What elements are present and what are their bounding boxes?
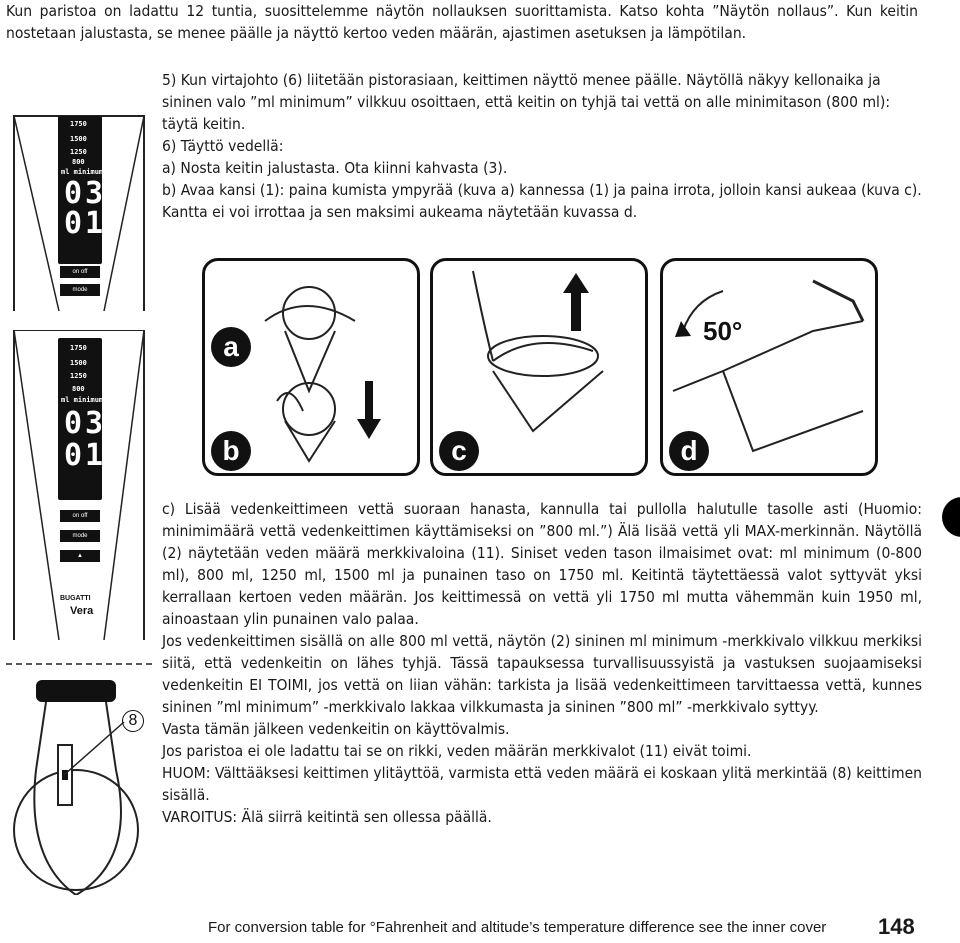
- step-6a: a) Nosta keitin jalustasta. Ota kiinni kahvasta (3).: [162, 159, 508, 177]
- brand-vera: Vera: [70, 605, 94, 617]
- body-text: [162, 498, 922, 828]
- kettle-max-mark-illustration: [6, 660, 156, 895]
- level-1750: 1750: [70, 120, 87, 128]
- clock-icon: [62, 241, 73, 252]
- angle-50-label: 50°: [703, 316, 743, 346]
- figure-label-a: a: [211, 327, 251, 367]
- digits-bottom-2: 01: [64, 438, 107, 473]
- language-tab-marker: [942, 497, 960, 537]
- step-6: 6) Täyttö vedellä:: [162, 137, 284, 155]
- body-para-varoitus: VAROITUS: Älä siirrä keitintä sen ollessa päällä.: [162, 808, 492, 826]
- digits-bottom: 01: [64, 206, 107, 241]
- body-para-min: Jos vedenkeittimen sisällä on alle 800 ml vettä, näytön (2) sininen ml minimum -merkkivalo vilkkuu merkiksi siitä, että vedenkeitin on lähes tyhjä. Tässä tapauksessa turvallisuussyistä ja vastuksen suojaamiseksi vedenkeitin EI TOIMI, jos vettä on liian vähän: tarkista ja lisää vedenkeittimeen tarvittaessa vettä, kunnes sininen ”ml minimum” -merkkivalo lakkaa vilkkumasta ja sininen ”800 ml” -merkkivalo syttyy.: [162, 632, 922, 716]
- steps-block: [162, 69, 922, 223]
- intro-paragraph: Kun paristoa on ladattu 12 tuntia, suosittelemme näytön nollauksen suorittamista. Katso kohta ”Näytön nollaus”. Kun keitin nostetaan jalustasta, se menee päälle ja näyttö kertoo veden määrän, ajastimen asetuksen ja lämpötilan.: [6, 2, 918, 42]
- body-para-huom: HUOM: Välttääksesi keittimen ylitäyttöä, varmista että veden määrä ei koskaan ylitä merkintää (8) keittimen sisällä.: [162, 764, 922, 804]
- kettle-display-illustration-2: [4, 330, 154, 642]
- figure-ab: [202, 258, 420, 476]
- level-800: 800: [72, 158, 85, 166]
- figure-label-d: d: [669, 431, 709, 471]
- footer-note: For conversion table for °Fahrenheit and altitude’s temperature difference see the inner cover: [208, 919, 827, 936]
- step-6b: b) Avaa kansi (1): paina kumista ympyrää (kuva a) kannessa (1) ja paina irrota, jolloin kansi aukeaa (kuva c). Kantta ei voi irrottaa ja sen maksimi aukeama näytetään kuvassa d.: [162, 181, 922, 221]
- units-label: ℃ P: [76, 241, 99, 253]
- level-800-2: 800: [72, 385, 85, 393]
- units-label-2: ℃ P: [76, 477, 99, 489]
- figure-d: [660, 258, 878, 476]
- level-1250: 1250: [70, 148, 87, 156]
- level-ml-minimum: ml minimum: [61, 168, 104, 176]
- figure-label-b: b: [211, 431, 251, 471]
- figure-c: [430, 258, 648, 476]
- digits-top-2: 03: [64, 406, 107, 441]
- level-1750-2: 1750: [70, 344, 87, 352]
- mode-button-2[interactable]: mode: [60, 530, 100, 542]
- up-arrow-button[interactable]: ▲: [60, 550, 100, 562]
- body-para-c: c) Lisää vedenkeittimeen vettä suoraan hanasta, kannulla tai pullolla halutulle tasolle asti (Huomio: minimimäärä vettä vedenkeittimen käyttämiseksi on ”800 ml.”) Älä lisää vettä yli MAX-merkinnän. Näytöllä (2) näytetään veden määrä merkkivaloina (11). Siniset veden tason ilmaisimet ovat: ml minimum (0-800 ml), 800 ml, 1250 ml, 1500 ml ja punainen taso on 1750 ml. Keitintä täytettäessä valot syttyvät yksi kerrallaan kertoen veden määrän. Jos keittimessä on vettä yli 1750 ml mutta vähemmän kuin 1950 ml, ainoastaan ylin punainen valo palaa.: [162, 500, 922, 628]
- kettle-display-illustration-1: [4, 106, 154, 311]
- level-1250-2: 1250: [70, 372, 87, 380]
- figure-label-c: c: [439, 431, 479, 471]
- on-off-button[interactable]: on off: [60, 266, 100, 278]
- page-number: 148: [878, 914, 915, 939]
- level-ml-minimum-2: ml minimum: [61, 396, 104, 404]
- on-off-button-2[interactable]: on off: [60, 510, 100, 522]
- body-para-ready: Vasta tämän jälkeen vedenkeitin on käyttövalmis.: [162, 720, 510, 738]
- level-1500: 1500: [70, 135, 87, 143]
- digits-top: 03: [64, 176, 107, 211]
- callout-8: 8: [122, 710, 144, 732]
- mode-button[interactable]: mode: [60, 284, 100, 296]
- step-5: 5) Kun virtajohto (6) liitetään pistorasiaan, keittimen näyttö menee päälle. Näytöllä näkyy kellonaika ja sininen valo ”ml minimum” vilkkuu osoittaen, että keitin on tyhjä tai vettä on alle minimitason (800 ml): täytä keitin.: [162, 71, 891, 133]
- clock-icon-2: [62, 477, 73, 488]
- level-1500-2: 1500: [70, 359, 87, 367]
- brand-bugatti: BUGATTI: [60, 595, 91, 602]
- body-para-battery: Jos paristoa ei ole ladattu tai se on rikki, veden määrän merkkivalot (11) eivät toimi.: [162, 742, 752, 760]
